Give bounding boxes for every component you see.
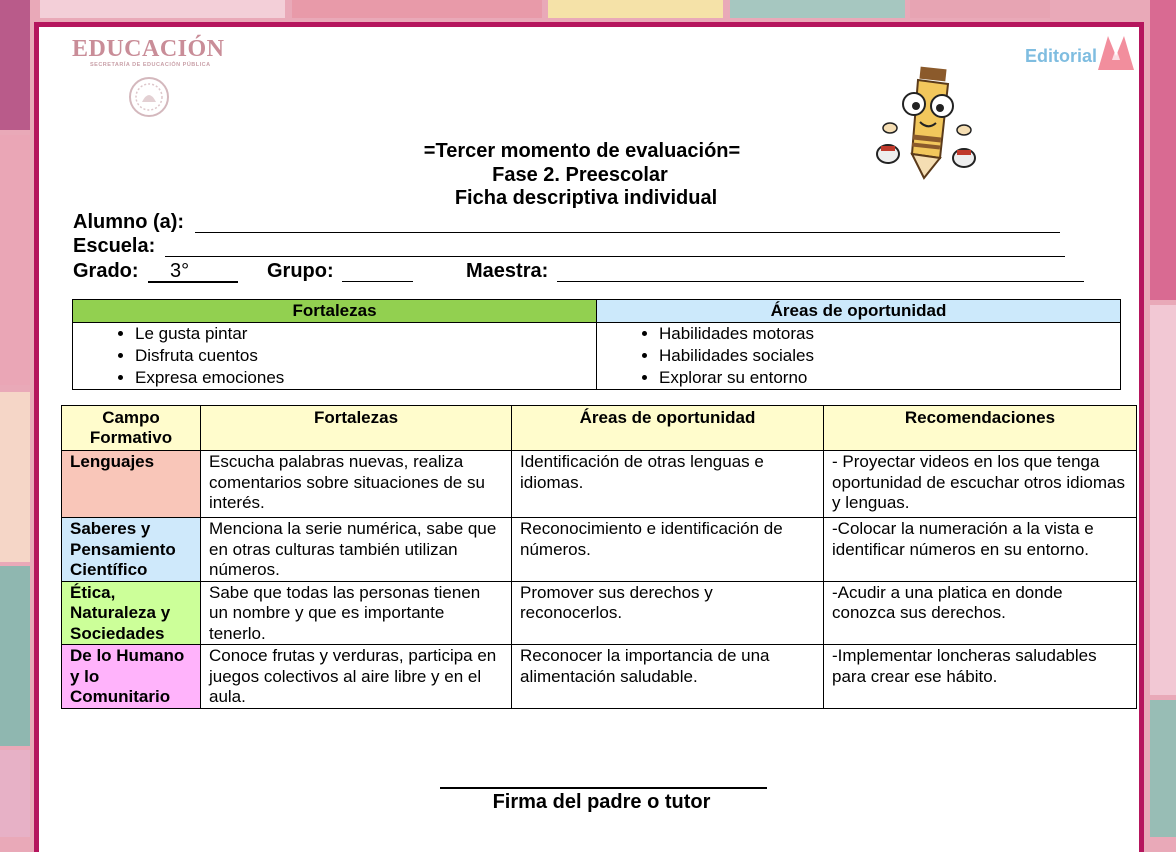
summary-oportunidad-header: Áreas de oportunidad	[597, 300, 1121, 323]
recomendaciones-cell: -Acudir a una platica en donde conozca sus derechos.	[824, 581, 1137, 645]
summary-table	[72, 299, 1121, 390]
bg-tile	[910, 0, 1050, 18]
alumno-label: Alumno (a):	[73, 211, 185, 233]
escuela-field-line[interactable]	[165, 256, 1065, 257]
grado-label: Grado:	[73, 260, 139, 282]
header-fortalezas: Fortalezas	[201, 406, 512, 451]
header-campo: Campo Formativo	[62, 406, 201, 451]
oportunidades-list	[597, 323, 1120, 389]
recomendaciones-cell: - Proyectar videos en los que tenga oportunidad de escuchar otros idiomas y lenguas.	[824, 451, 1137, 518]
header-oportunidad: Áreas de oportunidad	[512, 406, 824, 451]
md-logo-icon	[1096, 30, 1136, 74]
title-ficha: Ficha descriptiva individual	[454, 187, 718, 209]
educacion-logo: EDUCACIÓN	[72, 36, 225, 62]
oportunidad-cell: Identificación de otras lenguas e idiomas.	[512, 451, 824, 518]
fortalezas-list	[73, 323, 596, 389]
bg-tile	[1150, 305, 1176, 695]
grado-field-line[interactable]	[148, 281, 238, 283]
header-recomendaciones: Recomendaciones	[824, 406, 1137, 451]
oportunidad-cell: Promover sus derechos y reconocerlos.	[512, 581, 824, 645]
table-row	[62, 645, 1137, 709]
summary-fortalezas-header: Fortalezas	[73, 300, 597, 323]
bg-tile	[1150, 700, 1176, 837]
fortalezas-cell: Menciona la serie numérica, sabe que en otras culturas también utilizan números.	[201, 518, 512, 582]
maestra-field-line[interactable]	[557, 281, 1084, 282]
table-row	[62, 581, 1137, 645]
fortalezas-cell: Escucha palabras nuevas, realiza comentarios sobre situaciones de su interés.	[201, 451, 512, 518]
bg-tile	[40, 0, 285, 18]
list-item: • Disfruta cuentos	[135, 345, 596, 367]
national-seal-icon	[128, 76, 170, 118]
bg-tile	[0, 750, 30, 837]
sep-subtitle: SECRETARÍA DE EDUCACIÓN PÚBLICA	[90, 62, 211, 68]
campo-cell: Ética, Naturaleza y Sociedades	[62, 581, 201, 645]
bg-tile	[730, 0, 905, 18]
campo-formativo-table	[61, 405, 1137, 709]
grado-value: 3°	[170, 260, 190, 282]
title-evaluation-moment: =Tercer momento de evaluación=	[423, 140, 741, 162]
fortalezas-cell: Conoce frutas y verduras, participa en juegos colectivos al aire libre y en el aula.	[201, 645, 512, 709]
list-item: • Explorar su entorno	[659, 367, 1120, 389]
bg-tile	[0, 0, 30, 130]
table-row	[62, 451, 1137, 518]
title-phase: Fase 2. Preescolar	[492, 164, 668, 186]
bg-tile	[292, 0, 542, 18]
list-item: • Expresa emociones	[135, 367, 596, 389]
recomendaciones-cell: -Colocar la numeración a la vista e identificar números en su entorno.	[824, 518, 1137, 582]
table-row	[62, 518, 1137, 582]
recomendaciones-cell: -Implementar loncheras saludables para crear ese hábito.	[824, 645, 1137, 709]
bg-tile	[0, 392, 30, 562]
campo-cell: Saberes y Pensamiento Científico	[62, 518, 201, 582]
escuela-label: Escuela:	[73, 235, 156, 257]
grupo-field-line[interactable]	[342, 281, 413, 282]
list-item: • Le gusta pintar	[135, 323, 596, 345]
fortalezas-cell: Sabe que todas las personas tienen un nombre y que es importante tenerlo.	[201, 581, 512, 645]
bg-tile	[548, 0, 723, 18]
signature-label: Firma del padre o tutor	[492, 791, 711, 813]
bg-tile	[0, 566, 30, 746]
grupo-label: Grupo:	[267, 260, 334, 282]
list-item: • Habilidades motoras	[659, 323, 1120, 345]
oportunidad-cell: Reconocer la importancia de una alimentación saludable.	[512, 645, 824, 709]
editorial-logo: Editorial	[1025, 46, 1098, 66]
summary-fortalezas-cell	[73, 323, 597, 390]
campo-cell: De lo Humano y lo Comunitario	[62, 645, 201, 709]
maestra-label: Maestra:	[466, 260, 549, 282]
signature-line[interactable]	[440, 787, 767, 789]
oportunidad-cell: Reconocimiento e identificación de números.	[512, 518, 824, 582]
campo-cell: Lenguajes	[62, 451, 201, 518]
summary-oportunidad-cell	[597, 323, 1121, 390]
list-item: • Habilidades sociales	[659, 345, 1120, 367]
alumno-field-line[interactable]	[195, 232, 1060, 233]
